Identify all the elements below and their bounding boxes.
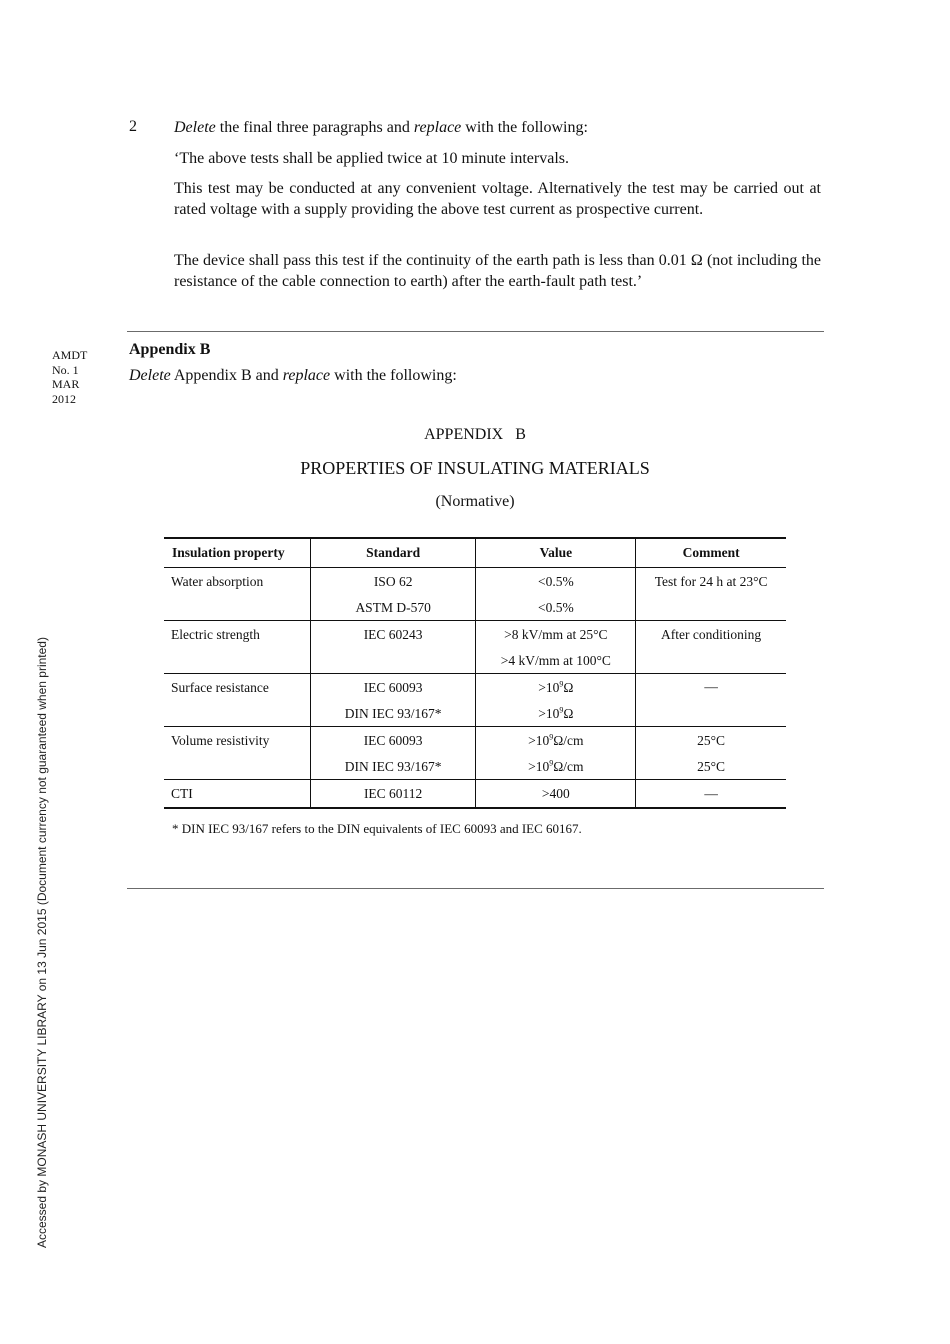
value-cell <box>476 780 636 808</box>
divider-top <box>127 331 824 332</box>
standard-value: IEC 60243 <box>363 627 423 642</box>
comment-cell <box>636 780 786 808</box>
standard-cell <box>310 727 476 780</box>
instruction-text: Appendix B and <box>170 367 283 384</box>
appendix-section-heading: Appendix B <box>129 341 211 358</box>
table-header-row <box>164 538 786 568</box>
value-base: >10 <box>538 680 560 695</box>
paragraph: This test may be conducted at any convenient voltage. Alternatively the test may be carried out at rated voltage with a supply providing the above test current as prospective current. <box>174 180 821 218</box>
table-row <box>164 674 786 727</box>
property-value: >400 <box>541 786 570 801</box>
appendix-instruction <box>129 367 457 385</box>
paragraph: ‘The above tests shall be applied twice at 10 minute intervals. <box>174 150 569 167</box>
paragraph: The device shall pass this test if the continuity of the earth path is less than 0.01 Ω (not including the resistance of the cable connection to earth) after the earth-fault path test.’ <box>174 252 821 290</box>
instruction-text: with the following: <box>330 367 457 384</box>
comment-text: 25°C <box>697 758 726 774</box>
property-cell <box>164 780 310 808</box>
property-name: Water absorption <box>171 574 264 589</box>
comment-cell <box>636 674 786 727</box>
amendment-note <box>52 348 87 406</box>
access-watermark: Accessed by MONASH UNIVERSITY LIBRARY on 13 Jun 2015 (Document currency not guaranteed when printed) <box>35 637 49 1248</box>
value-base: >10 <box>538 705 560 721</box>
instruction-verb-replace: replace <box>282 367 331 384</box>
amendment-note-line: AMDT <box>52 348 88 362</box>
standard-cell <box>310 780 476 808</box>
standard-value: IEC 60093 <box>363 680 423 695</box>
divider-bottom <box>127 888 824 889</box>
appendix-status: (Normative) <box>435 493 515 510</box>
column-header: Insulation property <box>164 538 310 568</box>
instruction-text: with the following: <box>461 119 588 136</box>
value-base: >10 <box>528 758 550 774</box>
appendix-label: APPENDIX B <box>424 426 526 443</box>
value-cell <box>476 674 636 727</box>
property-value: <0.5% <box>537 574 574 589</box>
property-name: Surface resistance <box>171 680 269 695</box>
standard-cell <box>310 674 476 727</box>
value-unit: Ω <box>563 680 574 695</box>
standard-value: ISO 62 <box>373 574 413 589</box>
value-cell <box>476 568 636 621</box>
value-unit: Ω <box>563 705 574 721</box>
property-value: >8 kV/mm at 25°C <box>504 627 608 642</box>
table-row <box>164 780 786 808</box>
value-exponent: 9 <box>559 705 564 714</box>
value-base: >10 <box>528 733 550 748</box>
property-value <box>476 675 635 701</box>
amendment-note-line: No. 1 <box>52 362 79 377</box>
appendix-title: PROPERTIES OF INSULATING MATERIALS <box>300 458 650 478</box>
value-exponent: 9 <box>549 732 554 742</box>
table-row <box>164 727 786 780</box>
column-header: Comment <box>636 538 786 568</box>
table-row <box>164 568 786 621</box>
value-unit: Ω/cm <box>553 758 584 774</box>
amendment-note-line: MAR <box>52 377 80 391</box>
value-cell <box>476 621 636 674</box>
property-name: Volume resistivity <box>171 733 270 748</box>
comment-text: After conditioning <box>661 627 762 642</box>
property-cell <box>164 621 310 674</box>
item-number: 2 <box>129 118 137 135</box>
table-row <box>164 621 786 674</box>
item-instruction <box>174 118 821 139</box>
property-cell <box>164 568 310 621</box>
comment-text: Test for 24 h at 23°C <box>654 574 768 589</box>
instruction-verb-delete: Delete <box>174 119 216 136</box>
standard-value: DIN IEC 93/167* <box>344 758 442 774</box>
instruction-verb-delete: Delete <box>129 367 171 384</box>
comment-cell <box>636 568 786 621</box>
comment-cell <box>636 727 786 780</box>
value-cell <box>476 727 636 780</box>
comment-text: — <box>704 679 718 694</box>
property-name: Electric strength <box>171 627 260 642</box>
standard-cell <box>310 621 476 674</box>
amendment-note-line: 2012 <box>52 391 76 406</box>
standard-value: ASTM D-570 <box>355 599 431 615</box>
instruction-text: the final three paragraphs and <box>215 119 414 136</box>
value-exponent: 9 <box>559 679 564 689</box>
column-header: Value <box>476 538 636 568</box>
property-cell <box>164 727 310 780</box>
column-header: Standard <box>310 538 476 568</box>
comment-cell <box>636 621 786 674</box>
value-unit: Ω/cm <box>553 733 584 748</box>
comment-text: — <box>704 786 718 801</box>
table-footnote: * DIN IEC 93/167 refers to the DIN equivalents of IEC 60093 and IEC 60167. <box>172 821 582 836</box>
property-cell <box>164 674 310 727</box>
comment-text: 25°C <box>697 733 726 748</box>
property-value <box>476 701 635 727</box>
property-value <box>476 728 635 754</box>
property-value: >4 kV/mm at 100°C <box>500 652 611 668</box>
properties-table <box>164 537 786 809</box>
standard-value: DIN IEC 93/167* <box>344 705 442 721</box>
property-value: <0.5% <box>537 599 574 615</box>
property-name: CTI <box>171 786 193 801</box>
instruction-verb-replace: replace <box>413 119 462 136</box>
property-value <box>476 754 635 780</box>
value-exponent: 9 <box>549 758 554 767</box>
standard-cell <box>310 568 476 621</box>
standard-value: IEC 60093 <box>363 733 423 748</box>
standard-value: IEC 60112 <box>363 786 423 801</box>
